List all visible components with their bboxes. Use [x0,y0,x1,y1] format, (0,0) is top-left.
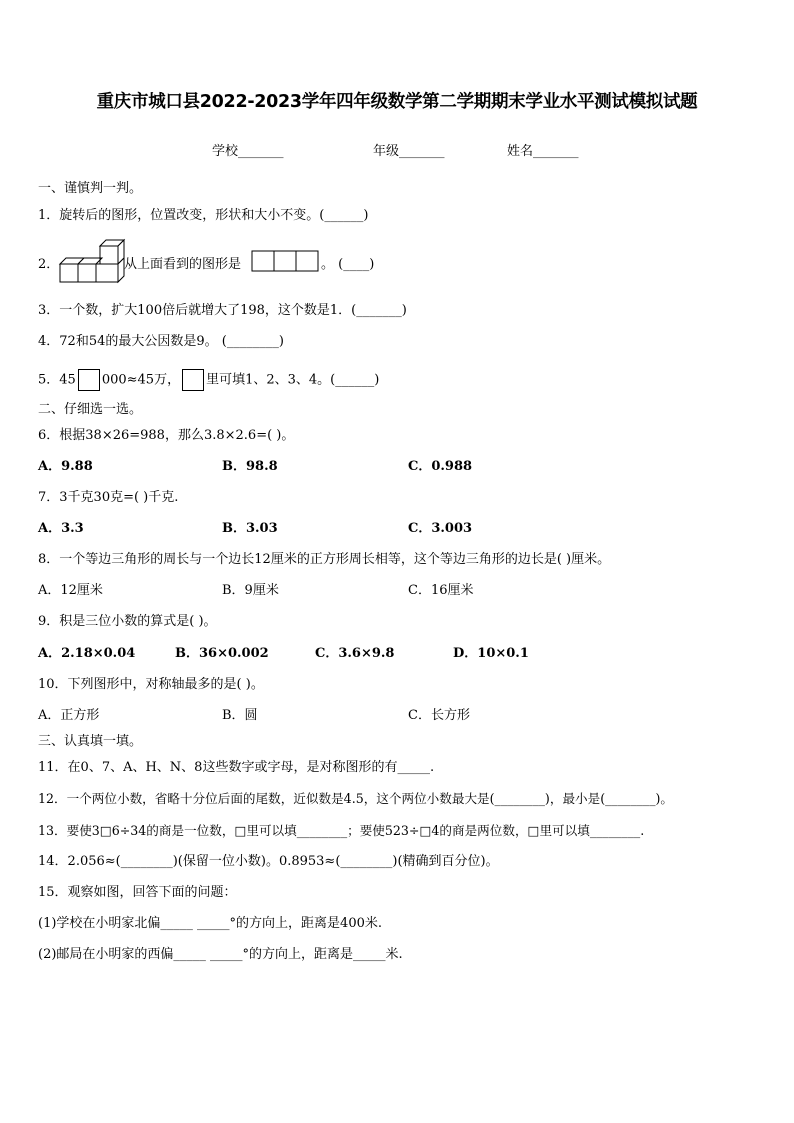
question-3: 3．一个数，扩大100倍后就增大了198，这个数是1．(_______) [38,303,407,318]
page-title: 重庆市城口县2022-2023学年四年级数学第二学期期末学业水平测试模拟试题 [96,92,698,112]
section-1-heading: 一、谨慎判一判。 [38,181,143,196]
q7-option-a: A．3.3 [38,521,84,536]
question-11: 11．在0、7、A、H、N、8这些数字或字母，是对称图形的有_____. [38,760,435,775]
digit-box [182,369,204,391]
cube-stack-figure [58,238,126,286]
q9-option-d: D．10×0.1 [453,646,529,661]
question-15: 15．观察如图，回答下面的问题： [38,885,237,900]
question-5 [38,369,379,391]
grade-field: 年级_______ [373,144,445,159]
q9-option-a: A．2.18×0.04 [38,646,136,661]
school-field: 学校_______ [212,144,284,159]
question-6: 6．根据38×26=988，那么3.8×2.6=( )。 [38,428,295,443]
question-8: 8．一个等边三角形的周长与一个边长12厘米的正方形周长相等，这个等边三角形的边长是( )厘米。 [38,552,611,567]
question-14: 14．2.056≈(________)(保留一位小数)。0.8953≈(________)(精确到百分位)。 [38,854,499,869]
q10-option-c: C．长方形 [408,708,470,723]
q6-option-a: A．9.88 [38,459,93,474]
q10-option-b: B．圆 [222,708,258,723]
question-10: 10．下列图形中，对称轴最多的是( )。 [38,677,264,692]
question-15-part-1: (1)学校在小明家北偏_____ _____°的方向上，距离是400米. [38,916,382,931]
section-3-heading: 三、认真填一填。 [38,734,143,749]
question-2-blank: 。 (____) [321,257,375,272]
question-12: 12．一个两位小数，省略十分位后面的尾数，近似数是4.5，这个两位小数最大是(________)，最小是(________)。 [38,791,674,806]
question-15-part-2: (2)邮局在小明家的西偏_____ _____°的方向上，距离是_____米. [38,947,403,962]
question-2-number: 2． [38,257,60,272]
q8-option-a: A．12厘米 [38,583,103,598]
question-5-part-a: 5．45 [38,372,76,388]
q9-option-b: B．36×0.002 [175,646,269,661]
q9-option-c: C．3.6×9.8 [315,646,395,661]
question-1: 1．旋转后的图形，位置改变，形状和大小不变。(______) [38,208,369,223]
q8-option-b: B．9厘米 [222,583,279,598]
section-2-heading: 二、仔细选一选。 [38,402,143,417]
question-2-text: 从上面看到的图形是 [124,257,242,272]
q6-option-b: B．98.8 [222,459,278,474]
q7-option-c: C．3.003 [408,521,473,536]
question-9: 9．积是三位小数的算式是( )。 [38,614,217,629]
q6-option-c: C．0.988 [408,459,473,474]
question-7: 7．3千克30克=( )千克. [38,490,179,505]
question-5-part-b: 000≈45万， [101,372,181,388]
q8-option-c: C．16厘米 [408,583,474,598]
top-view-squares-figure [251,250,319,272]
question-5-part-c: 里可填1、2、3、4。(______) [206,372,380,388]
digit-box [78,369,100,391]
q10-option-a: A．正方形 [38,708,100,723]
question-13: 13．要使3□6÷34的商是一位数，□里可以填________；要使523÷□4的商是两位数，□里可以填________. [38,823,645,838]
name-field: 姓名_______ [507,144,579,159]
q7-option-b: B．3.03 [222,521,278,536]
question-4: 4．72和54的最大公因数是9。 (________) [38,334,284,349]
